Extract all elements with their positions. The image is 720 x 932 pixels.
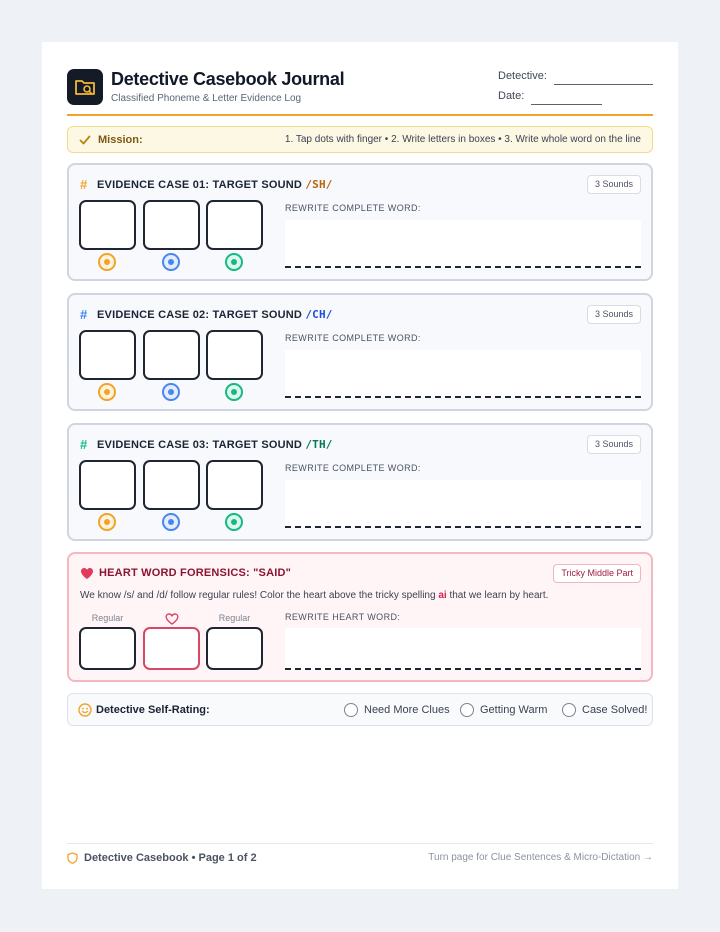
letter-box-2[interactable]: [143, 200, 200, 250]
letter-box-1[interactable]: [79, 200, 136, 250]
heart-icon: [80, 567, 94, 580]
page-subtitle: Classified Phoneme & Letter Evidence Log: [111, 93, 302, 104]
letter-box-2[interactable]: [143, 330, 200, 380]
heart-outline-icon[interactable]: [165, 613, 179, 625]
slot-label-regular: Regular: [91, 613, 124, 623]
folder-search-icon: [67, 69, 103, 105]
heart-word-title: HEART WORD FORENSICS: "SAID": [99, 567, 292, 579]
rewrite-word-line[interactable]: [285, 350, 641, 398]
sound-dot-3[interactable]: [225, 253, 243, 271]
sound-count-badge: 3 Sounds: [587, 175, 641, 194]
footer-next-page-hint: Turn page for Clue Sentences & Micro-Dictation →: [428, 852, 653, 863]
self-rating-label: Detective Self-Rating:: [96, 704, 210, 716]
check-icon: [79, 134, 91, 146]
evidence-case-3: [67, 423, 653, 541]
page-title: Detective Casebook Journal: [111, 69, 345, 89]
date-label: Date:: [498, 90, 525, 102]
footer-divider: [67, 843, 653, 844]
letter-box-1[interactable]: [79, 460, 136, 510]
sound-dot-1[interactable]: [98, 253, 116, 271]
letter-box-1[interactable]: [79, 627, 136, 670]
evidence-case-2: [67, 293, 653, 411]
rewrite-label: REWRITE COMPLETE WORD:: [285, 463, 421, 473]
letter-box-3[interactable]: [206, 460, 263, 510]
heart-word-instructions: We know /s/ and /d/ follow regular rules! Color the heart above the tricky spelling ai that we learn by heart.: [80, 590, 549, 601]
tricky-part-badge: Tricky Middle Part: [553, 564, 641, 583]
tricky-spelling: ai: [438, 590, 447, 601]
hash-icon: #: [80, 177, 88, 192]
sound-dot-2[interactable]: [162, 513, 180, 531]
sound-dot-2[interactable]: [162, 253, 180, 271]
rewrite-label: REWRITE COMPLETE WORD:: [285, 203, 421, 213]
rewrite-heart-word-line[interactable]: [285, 628, 641, 670]
rewrite-word-line[interactable]: [285, 220, 641, 268]
header-divider: [67, 114, 653, 116]
letter-box-3[interactable]: [206, 200, 263, 250]
rating-option-getting-warm[interactable]: Getting Warm: [460, 702, 547, 718]
smiley-icon: [78, 703, 92, 717]
sound-count-badge: 3 Sounds: [587, 305, 641, 324]
case-title: EVIDENCE CASE 03: TARGET SOUND /TH/: [97, 438, 333, 451]
header: [67, 69, 653, 116]
sound-count-badge: 3 Sounds: [587, 435, 641, 454]
letter-box-1[interactable]: [79, 330, 136, 380]
shield-icon: [67, 852, 78, 864]
sound-dot-1[interactable]: [98, 513, 116, 531]
detective-name-field[interactable]: [554, 84, 653, 85]
tricky-letter-box[interactable]: [143, 627, 200, 670]
mission-label: Mission:: [98, 134, 143, 146]
hash-icon: #: [80, 437, 88, 452]
hash-icon: #: [80, 307, 88, 322]
mission-banner: [67, 126, 653, 153]
sound-dot-3[interactable]: [225, 383, 243, 401]
evidence-case-1: [67, 163, 653, 281]
letter-box-3[interactable]: [206, 627, 263, 670]
sound-dot-2[interactable]: [162, 383, 180, 401]
slot-label-regular: Regular: [218, 613, 251, 623]
date-field[interactable]: [531, 104, 602, 105]
letter-box-3[interactable]: [206, 330, 263, 380]
sound-dot-1[interactable]: [98, 383, 116, 401]
target-sound: /SH/: [305, 178, 333, 191]
target-sound: /TH/: [305, 438, 333, 451]
footer-page-label: Detective Casebook • Page 1 of 2: [84, 852, 257, 864]
heart-word-card: [67, 552, 653, 682]
case-title: EVIDENCE CASE 02: TARGET SOUND /CH/: [97, 308, 333, 321]
rating-option-need-more-clues[interactable]: Need More Clues: [344, 702, 450, 718]
rating-option-case-solved[interactable]: Case Solved!: [562, 702, 647, 718]
letter-box-2[interactable]: [143, 460, 200, 510]
target-sound: /CH/: [305, 308, 333, 321]
detective-label: Detective:: [498, 70, 547, 82]
mission-steps: 1. Tap dots with finger • 2. Write letters in boxes • 3. Write whole word on the line: [284, 134, 641, 145]
rewrite-word-line[interactable]: [285, 480, 641, 528]
sound-dot-3[interactable]: [225, 513, 243, 531]
case-title: EVIDENCE CASE 01: TARGET SOUND /SH/: [97, 178, 333, 191]
worksheet-page: [42, 42, 678, 889]
self-rating-bar: [67, 693, 653, 726]
rewrite-heart-label: REWRITE HEART WORD:: [285, 612, 401, 622]
rewrite-label: REWRITE COMPLETE WORD:: [285, 333, 421, 343]
